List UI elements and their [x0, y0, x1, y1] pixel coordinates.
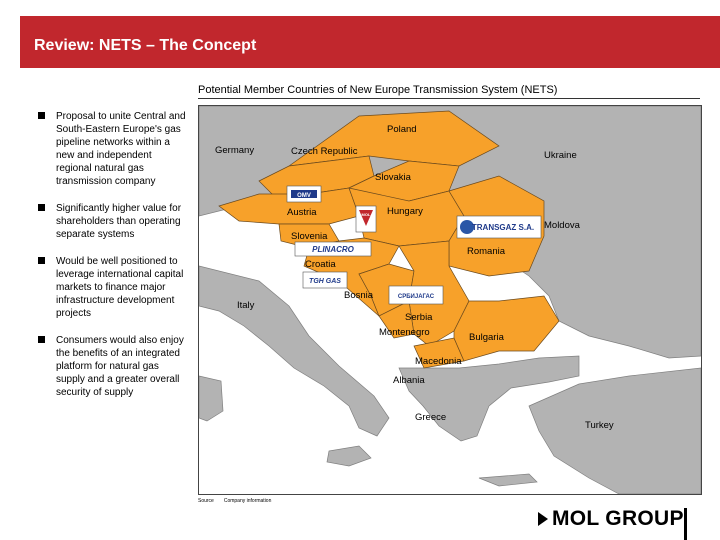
bullet-text: Proposal to unite Central and South-Eastern Europe's gas pipeline networks within a new and independent regional natural gas transmission company — [56, 111, 186, 187]
label-montenegro: Montenegro — [379, 327, 430, 338]
label-bulgaria: Bulgaria — [469, 332, 504, 343]
label-moldova: Moldova — [544, 220, 580, 231]
bullet-square-icon — [38, 257, 45, 264]
mol-logo-text: MOL — [361, 212, 371, 217]
bullet-item — [38, 110, 188, 188]
map-title: Potential Member Countries of New Europe Transmission System (NETS) — [198, 84, 558, 96]
plinacro-logo — [295, 242, 371, 256]
bullet-text: Significantly higher value for shareholders than operating separate systems — [56, 203, 182, 240]
label-serbia: Serbia — [405, 312, 433, 323]
label-greece: Greece — [415, 412, 447, 423]
label-macedonia: Macedonia — [415, 356, 462, 367]
bullet-square-icon — [38, 112, 45, 119]
source-value: Company information — [223, 498, 272, 504]
label-germany: Germany — [215, 145, 255, 156]
label-hungary: Hungary — [387, 206, 423, 217]
bullet-item — [38, 255, 188, 320]
srbijagas-logo-text: СРБИЈАГАС — [397, 294, 435, 300]
label-bosnia: Bosnia — [344, 290, 374, 301]
label-turkey: Turkey — [585, 420, 614, 431]
bullet-text: Consumers would also enjoy the benefits of an integrated platform for natural gas supply and a greater overall security of supply — [56, 335, 184, 398]
logo-arrow-icon — [538, 512, 548, 526]
transgaz-logo — [457, 216, 541, 238]
label-italy: Italy — [237, 300, 255, 311]
label-ukraine: Ukraine — [544, 150, 577, 161]
logo-text: MOL GROUP — [552, 507, 684, 530]
label-austria: Austria — [287, 207, 317, 218]
omv-logo — [287, 186, 321, 202]
label-slovenia: Slovenia — [291, 231, 328, 242]
bullet-square-icon — [38, 336, 45, 343]
plinacro-logo-text: PLINACRO — [312, 245, 354, 254]
bullet-list — [38, 110, 188, 413]
bullet-item — [38, 334, 188, 399]
omv-logo-text: OMV — [297, 193, 311, 199]
europe-map — [198, 105, 702, 495]
transgas-logo — [303, 272, 347, 288]
bullet-square-icon — [38, 204, 45, 211]
transgaz-logo-text: TRANSGAZ S.A. — [471, 223, 535, 232]
transgas-logo-text: TGH GAS — [309, 278, 341, 285]
mol-logo — [356, 206, 376, 232]
srbijagas-logo — [389, 286, 443, 304]
label-croatia: Croatia — [305, 259, 336, 270]
label-romania: Romania — [467, 246, 506, 257]
bullet-item — [38, 202, 188, 241]
label-czech-republic: Czech Republic — [291, 146, 358, 157]
logo-divider — [684, 508, 687, 540]
label-slovakia: Slovakia — [375, 172, 411, 183]
label-albania: Albania — [393, 375, 425, 386]
label-poland: Poland — [387, 124, 417, 135]
bullet-text: Would be well positioned to leverage international capital markets to finance major infrastructure development projects — [56, 256, 184, 319]
slide-title: Review: NETS – The Concept — [34, 37, 257, 54]
source-note — [198, 498, 271, 504]
title-divider — [198, 98, 700, 99]
slide-header — [0, 0, 720, 68]
source-label: Source — [198, 498, 214, 504]
